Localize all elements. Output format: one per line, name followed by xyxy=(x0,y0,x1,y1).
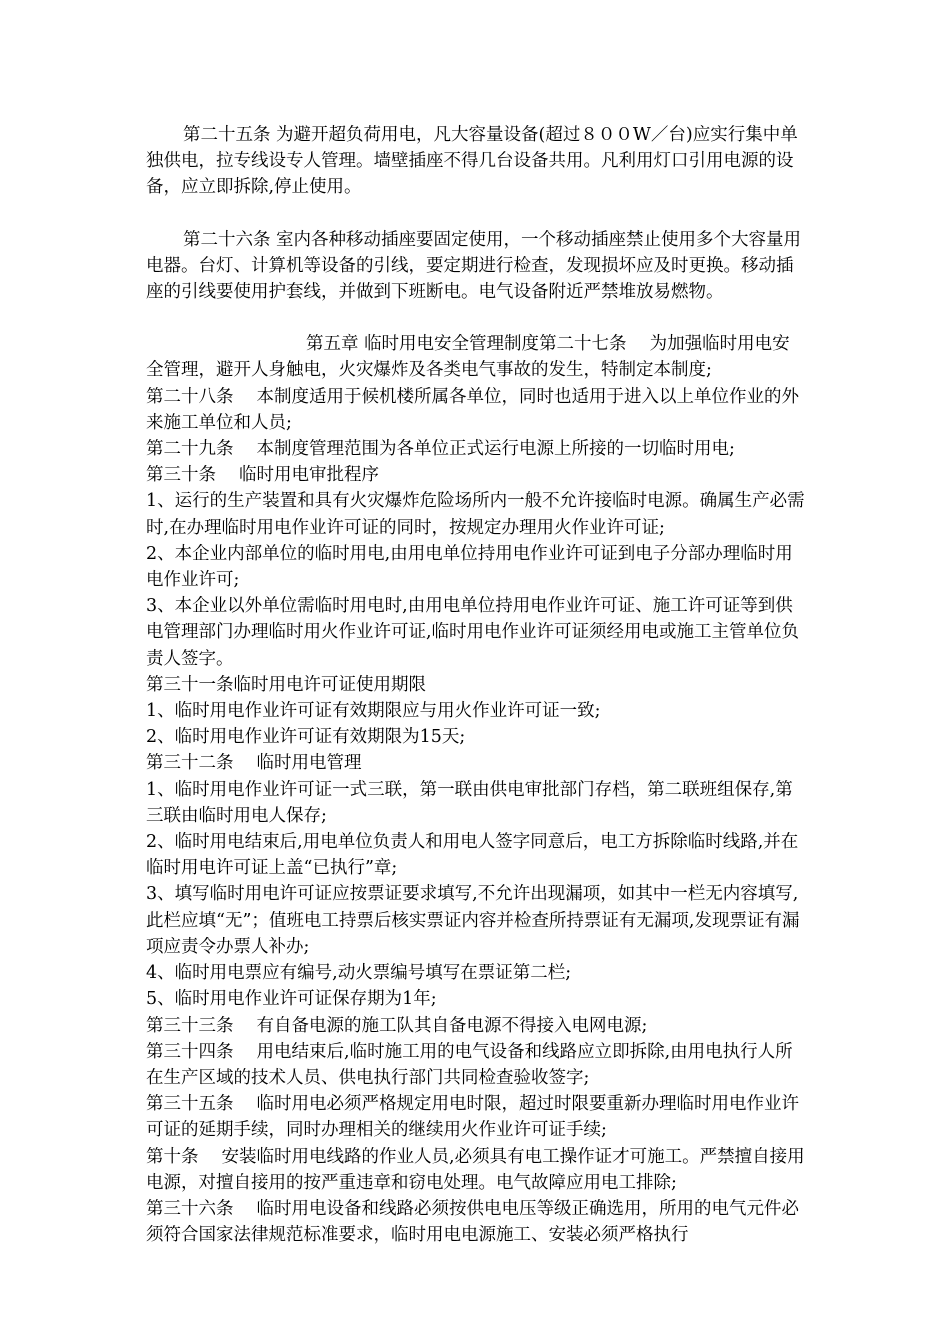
article-31-heading: 第三十一条临时用电许可证使用期限 xyxy=(146,674,426,695)
article-32-item-2: 2、临时用电结束后,用电单位负责人和用电人签字同意后，电工方拆除临时线路,并在临时用电许可证上盖“已执行”章; xyxy=(146,832,799,879)
chapter-5-block xyxy=(146,331,806,383)
article-35: 第三十五条 临时用电必须严格规定用电时限，超过时限要重新办理临时用电作业许可证的延期手续，同时办理相关的继续用火作业许可证手续; xyxy=(146,1094,800,1141)
paragraph-gap xyxy=(146,201,806,227)
article-32-item-5: 5、临时用电作业许可证保存期为1年; xyxy=(146,989,437,1010)
article-36: 第三十六条 临时用电设备和线路必须按供电电压等级正确选用，所用的电气元件必须符合国家法律规范标准要求，临时用电电源施工、安装必须严格执行 xyxy=(146,1198,800,1246)
article-34: 第三十四条 用电结束后,临时施工用的电气设备和线路应立即拆除,由用电执行人所在生产区域的技术人员、供电执行部门共同检查验收签字; xyxy=(146,1041,793,1088)
paragraph-gap xyxy=(146,305,806,331)
article-32-item-3: 3、填写临时用电许可证应按票证要求填写,不允许出现漏项，如其中一栏无内容填写,此栏应填“无”；值班电工持票后核实票证内容并检查所持票证有无漏项,发现票证有漏项应责令办票人补办; xyxy=(146,884,800,957)
article-32-item-1: 1、临时用电作业许可证一式三联，第一联由供电审批部门存档，第二联班组保存,第三联由临时用电人保存; xyxy=(146,779,793,826)
article-31-item-2: 2、临时用电作业许可证有效期限为15天; xyxy=(146,727,466,748)
article-31-item-1: 1、临时用电作业许可证有效期限应与用火作业许可证一致; xyxy=(146,701,601,722)
article-30-item-2: 2、本企业内部单位的临时用电,由用电单位持用电作业许可证到电子分部办理临时用电作业许可; xyxy=(146,543,793,591)
article-33: 第三十三条 有自备电源的施工队其自备电源不得接入电网电源; xyxy=(146,1015,648,1036)
chapter-title: 第五章 临时用电安全管理制度 xyxy=(306,334,540,355)
article-32-heading: 第三十二条 临时用电管理 xyxy=(146,753,362,774)
article-10: 第十条 安装临时用电线路的作业人员,必须具有电工操作证才可施工。严禁擅自接用电源，对擅自接用的按严重违章和窃电处理。电气故障应用电工排除; xyxy=(146,1146,805,1193)
article-25-paragraph: 第二十五条 为避开超负荷用电，凡大容量设备(超过８００W／台)应实行集中单独供电，拉专线设专人管理。墙壁插座不得几台设备共用。凡利用灯口引用电源的设备，应立即拆除,停止使用。 xyxy=(146,125,798,198)
document-page xyxy=(146,122,806,1248)
article-28: 第二十八条 本制度适用于候机楼所属各单位，同时也适用于进入以上单位作业的外来施工单位和人员; xyxy=(146,386,800,433)
article-32-item-4: 4、临时用电票应有编号,动火票编号填写在票证第二栏; xyxy=(146,963,572,984)
article-30-heading: 第三十条 临时用电审批程序 xyxy=(146,465,380,486)
article-27-text: 第二十七条 为加强临时用电安全管理，避开人身触电，火灾爆炸及各类电气事故的发生，特制定本制度; xyxy=(146,334,790,381)
article-30-item-3: 3、本企业以外单位需临时用电时,由用电单位持用电作业许可证、施工许可证等到供电管理部门办理临时用火作业许可证,临时用电作业许可证须经用电或施工主管单位负责人签字。 xyxy=(146,596,800,669)
article-26-paragraph: 第二十六条 室内各种移动插座要固定使用，一个移动插座禁止使用多个大容量用电器。台灯、计算机等设备的引线，要定期进行检查，发现损坏应及时更换。移动插座的引线要使用护套线，并做到下班断电。电气设备附近严禁堆放易燃物。 xyxy=(146,229,802,303)
article-30-item-1: 1、运行的生产装置和具有火灾爆炸危险场所内一般不允许接临时电源。确属生产必需时,在办理临时用电作业许可证的同时，按规定办理用火作业许可证; xyxy=(146,491,805,538)
article-29: 第二十九条 本制度管理范围为各单位正式运行电源上所接的一切临时用电; xyxy=(146,439,735,460)
